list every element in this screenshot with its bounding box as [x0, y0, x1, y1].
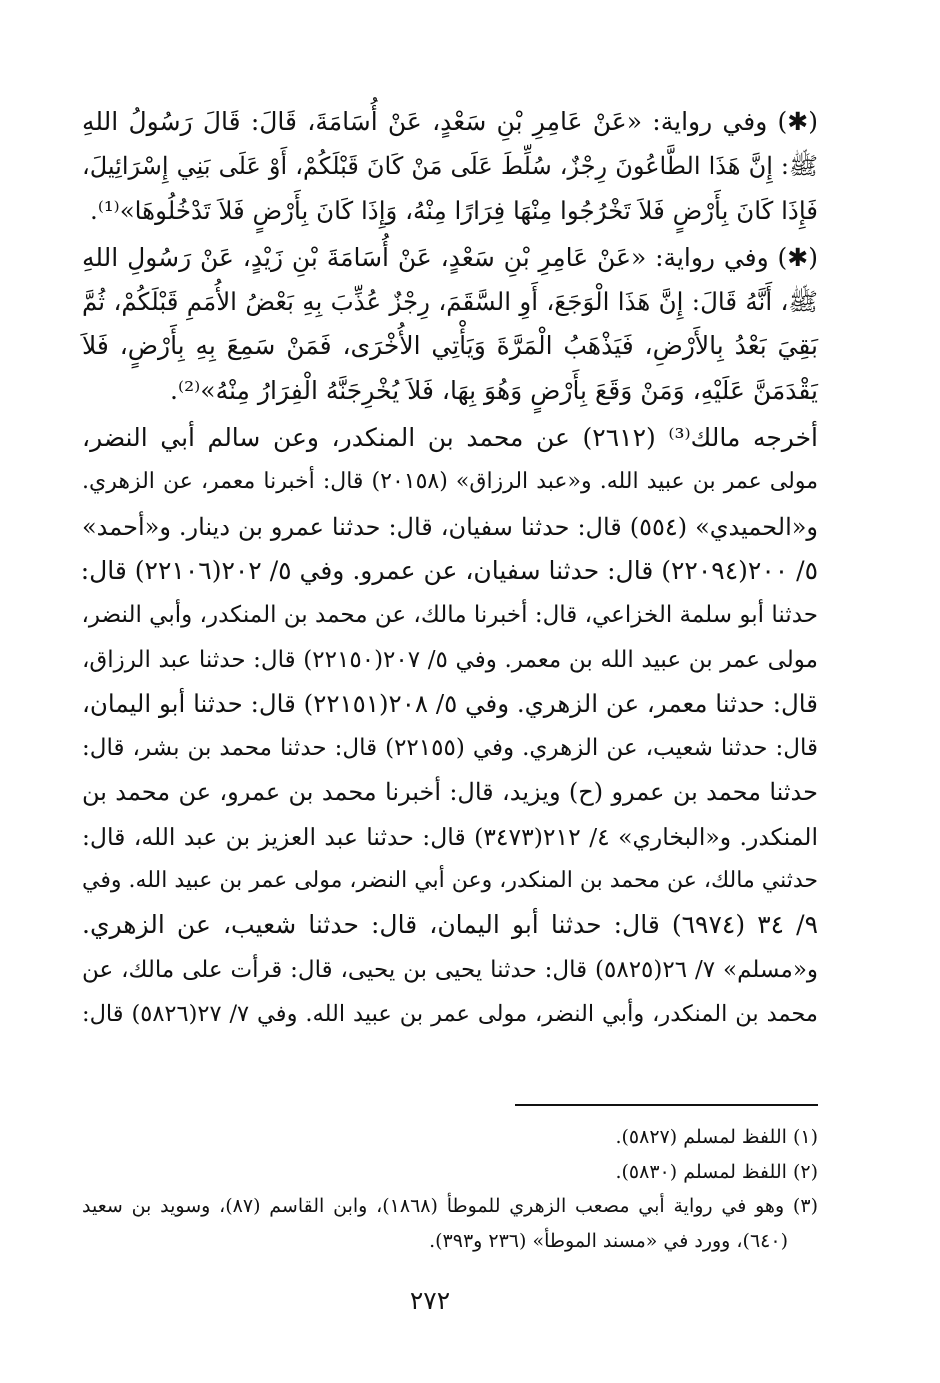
text-line: ٥/ ٢٠٠(٢٢٠٩٤) قال: حدثنا سفيان، عن عمرو. وفي ٥/ ٢٠٢(٢٢١٠٦) قال: [80, 555, 818, 585]
text-line: حدثنا أبو سلمة الخزاعي، قال: أخبرنا مالك، عن محمد بن المنكدر، وأبي النضر، [81, 602, 818, 629]
text-line: فَإِذَا كَانَ بِأَرْضٍ فَلاَ تَخْرُجُوا مِنْهَا فِرَارًا مِنْهُ، وَإِذَا كَانَ بِأَرْضٍ فَلاَ تَدْخُلُوهَا»⁽¹⁾. [90, 195, 818, 225]
footnote: (٣) وهو في رواية أبي مصعب الزهري للموطأ (١٨٦٨)، وابن القاسم (٨٧)، وسويد بن سعيد [82, 1195, 818, 1217]
text-line: قال: حدثنا معمر، عن الزهري. وفي ٥/ ٢٠٨(٢٢١٥١) قال: حدثنا أبو اليمان، [82, 688, 818, 718]
footnotes [82, 1120, 818, 1258]
text-line: ﷺ، أَنَّهُ قَالَ: إِنَّ هَذَا الْوَجَعَ، أَوِ السَّقَمَ، رِجْزٌ عُذِّبَ بِهِ بَعْضُ الأُمَمِ قَبْلَكُمْ، ثُمَّ [82, 287, 818, 317]
text-line: يَقْدَمَنَّ عَلَيْهِ، وَمَنْ وَقَعَ بِأَرْضٍ وَهُوَ بِهَا، فَلاَ يُخْرِجَنَّهُ الْفِرَارُ مِنْهُ»⁽²⁾. [170, 375, 818, 405]
text-line: و«مسلم» ٧/ ٢٦(٥٨٢٥) قال: حدثنا يحيى بن يحيى، قال: قرأت على مالك، عن [82, 956, 819, 983]
text-line: محمد بن المنكدر، وأبي النضر، مولى عمر بن عبيد الله. وفي ٧/ ٢٧(٥٨٢٦) قال: [82, 1000, 818, 1027]
text-line: (✱) وفي رواية: «عَنْ عَامِرِ بْنِ سَعْدٍ، عَنْ أُسَامَةَ بْنِ زَيْدٍ، عَنْ رَسُولِ اللهِ [82, 242, 818, 272]
text-line: حدثنا محمد بن عمرو (ح) ويزيد، قال: أخبرنا محمد بن عمرو، عن محمد بن [82, 778, 818, 807]
footnote-continuation: (٦٤٠)، وورد في «مسند الموطأ» (٢٣٦ و٣٩٣). [429, 1229, 788, 1252]
main-text [82, 100, 818, 1036]
text-line: ٩/ ٣٤ (٦٩٧٤) قال: حدثنا أبو اليمان، قال: حدثنا شعيب، عن الزهري. [82, 910, 818, 940]
footnote-separator [515, 1104, 818, 1106]
text-line: ﷺ: إِنَّ هَذَا الطَّاعُونَ رِجْزٌ، سُلِّطَ عَلَى مَنْ كَانَ قَبْلَكُمْ، أَوْ عَلَى بَنِي إِسْرَائِيلَ، [82, 152, 818, 181]
footnote: (٢) اللفظ لمسلم (٥٨٣٠). [615, 1160, 818, 1183]
text-line: مولى عمر بن عبيد الله. و«عبد الرزاق» (٢٠١٥٨) قال: أخبرنا معمر، عن الزهري. [82, 469, 818, 495]
text-line: المنكدر. و«البخاري» ٤/ ٢١٢(٣٤٧٣) قال: حدثنا عبد العزيز بن عبد الله، قال: [82, 822, 818, 851]
text-line: بَقِيَ بَعْدُ بِالأَرْضِ، فَيَذْهَبُ الْمَرَّةَ وَيَأْتِي الأُخْرَى، فَمَنْ سَمِعَ بِهِ بِأَرْضٍ، فَلاَ [82, 331, 818, 361]
footnote: (١) اللفظ لمسلم (٥٨٢٧). [615, 1126, 818, 1148]
text-line: و«الحميدي» (٥٥٤) قال: حدثنا سفيان، قال: حدثنا عمرو بن دينار. و«أحمد» [82, 512, 819, 541]
text-line: حدثني مالك، عن محمد بن المنكدر، وعن أبي النضر، مولى عمر بن عبيد الله. وفي [82, 868, 818, 894]
text-line: مولى عمر بن عبيد الله بن معمر. وفي ٥/ ٢٠٧(٢٢١٥٠) قال: حدثنا عبد الرزاق، [82, 646, 819, 673]
text-line: أخرجه مالك⁽³⁾ (٢٦١٢) عن محمد بن المنكدر، وعن سالم أبي النضر، [82, 423, 818, 453]
page-number: ٢٧٢ [409, 1286, 451, 1315]
text-line: قال: حدثنا شعيب، عن الزهري. وفي (٢٢١٥٥) قال: حدثنا محمد بن بشر، قال: [82, 735, 818, 762]
text-line: (✱) وفي رواية: «عَنْ عَامِرِ بْنِ سَعْدٍ، عَنْ أُسَامَةَ، قَالَ: قَالَ رَسُولُ اللهِ [82, 107, 818, 136]
